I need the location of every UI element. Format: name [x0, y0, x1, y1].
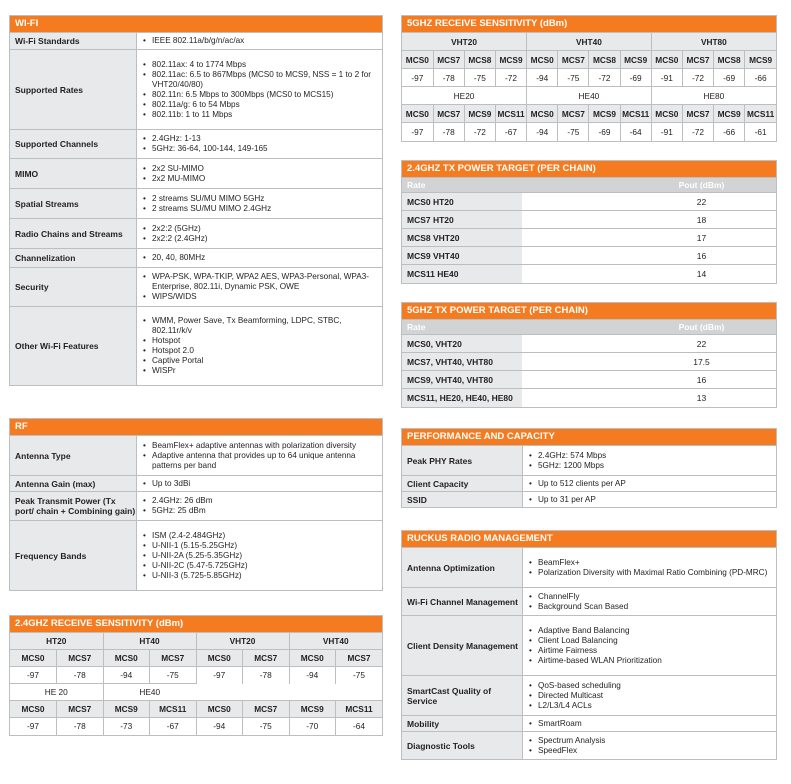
wifi-row-label: Security [10, 268, 137, 306]
wifi-row-list [141, 60, 378, 120]
rrm-row-item: • Client Load Balancing [527, 636, 772, 646]
perf-row-value [523, 476, 776, 491]
rrm-row-list [527, 592, 772, 612]
wifi-row-item: • Hotspot [141, 336, 378, 346]
wifi-row [10, 306, 382, 385]
rf-row [10, 435, 382, 475]
tx24-row [402, 265, 776, 283]
rx24-cell: -97 [196, 667, 243, 684]
rx24-cell: MCS0 [103, 650, 150, 667]
rrm-row-item: • Background Scan Based [527, 602, 772, 612]
rx24-cell: MCS0 [10, 650, 57, 667]
perf-row-label: SSID [402, 492, 523, 507]
perf-row [402, 491, 776, 507]
rx5-cell: MCS9 [464, 105, 495, 123]
rf-row-item: • Adaptive antenna that provides up to 64 unique antenna patterns per band [141, 451, 378, 471]
wifi-row-value [137, 189, 382, 218]
wifi-row-value [137, 33, 382, 49]
rx24-cell: -75 [243, 718, 290, 735]
rf-row-value [137, 436, 382, 475]
rx24-group-label: HT40 [103, 633, 196, 650]
rx5-cell: MCS0 [527, 51, 558, 69]
rrm-row-list [527, 681, 772, 711]
rx5-cell: MCS0 [651, 51, 682, 69]
rx5-group-label: VHT40 [527, 33, 652, 51]
rx24-group-label: HE40 [103, 684, 196, 701]
rrm-row [402, 547, 776, 587]
rx5-cell: MCS7 [433, 105, 464, 123]
rx5-cell: MCS7 [558, 51, 589, 69]
wifi-table [9, 15, 383, 386]
rx24-cell: MCS0 [10, 701, 57, 718]
rrm-row-list [527, 719, 772, 729]
tx24-col-pout: Pout (dBm) [522, 178, 776, 193]
rf-row-item: • ISM (2.4-2.484GHz) [141, 531, 378, 541]
rx24-cell: -94 [196, 718, 243, 735]
rx24-mcs1-row [10, 650, 382, 667]
rrm-row-list [527, 736, 772, 756]
rf-row-label: Antenna Gain (max) [10, 476, 137, 491]
rx24-cell: -94 [103, 667, 150, 684]
rx5-vals2-row [402, 123, 776, 141]
rrm-header: RUCKUS RADIO MANAGEMENT [402, 531, 776, 547]
wifi-row-value [137, 307, 382, 385]
rx5-table [401, 15, 777, 142]
perf-body [402, 445, 776, 507]
rx24-table [9, 615, 383, 736]
rx24-cell: MCS0 [196, 650, 243, 667]
wifi-row-item: • WPA-PSK, WPA-TKIP, WPA2 AES, WPA3-Personal, WPA3-Enterprise, 802.11i, Dynamic PSK, OWE [141, 272, 378, 292]
tx24-pout: 18 [522, 211, 776, 229]
wifi-row-label: MIMO [10, 159, 137, 188]
tx24-rate: MCS7 HT20 [402, 211, 522, 229]
rx24-header: 2.4GHZ RECEIVE SENSITIVITY (dBm) [10, 616, 382, 632]
rx24-cell: -70 [289, 718, 336, 735]
wifi-row-item: • 2 streams SU/MU MIMO 2.4GHz [141, 204, 378, 214]
wifi-row-item: • 2x2:2 (5GHz) [141, 224, 378, 234]
wifi-row-label: Channelization [10, 249, 137, 267]
rf-row-item: • U-NII-2A (5.25-5.35GHz) [141, 551, 378, 561]
rx5-vals1-row [402, 69, 776, 87]
rx5-cell: MCS7 [558, 105, 589, 123]
wifi-row [10, 49, 382, 129]
wifi-row-item: • 2.4GHz: 1-13 [141, 134, 378, 144]
wifi-row-value [137, 249, 382, 267]
rrm-row-item: • QoS-based scheduling [527, 681, 772, 691]
rx5-cell: -78 [433, 69, 464, 87]
rrm-row-value [523, 588, 776, 615]
rx5-cell: -97 [402, 123, 433, 141]
rx5-cell: MCS0 [402, 51, 433, 69]
rx5-cell: MCS7 [682, 105, 713, 123]
tx5-header: 5GHZ TX POWER TARGET (PER CHAIN) [402, 303, 776, 319]
wifi-row-item: • 802.11n: 6.5 Mbps to 300Mbps (MCS0 to MCS15) [141, 90, 378, 100]
perf-table [401, 428, 777, 508]
rx24-groups1-row [10, 633, 382, 650]
tx24-grid [402, 177, 776, 283]
wifi-row-item: • IEEE 802.11a/b/g/n/ac/ax [141, 36, 378, 46]
rx24-vals2-row [10, 718, 382, 735]
wifi-row-list [141, 36, 378, 46]
rf-row-label: Frequency Bands [10, 521, 137, 590]
tx5-pout: 16 [522, 371, 776, 389]
wifi-header: WI-FI [10, 16, 382, 32]
rx5-cell: MCS9 [495, 51, 526, 69]
rx24-cell: MCS9 [289, 701, 336, 718]
rx5-group-label: HE80 [651, 87, 776, 105]
tx24-pout: 14 [522, 265, 776, 283]
rx24-groups2-row [10, 684, 382, 701]
rx24-cell: MCS7 [336, 650, 383, 667]
wifi-row-label: Supported Channels [10, 130, 137, 158]
rrm-row-label: SmartCast Quality of Service [402, 676, 523, 715]
tx5-row [402, 389, 776, 407]
tx24-table [401, 160, 777, 284]
rf-row [10, 491, 382, 520]
perf-row-item: • 5GHz: 1200 Mbps [527, 461, 772, 471]
rx24-cell: MCS7 [57, 701, 104, 718]
rx5-cell: MCS11 [620, 105, 651, 123]
tx24-row [402, 229, 776, 247]
rf-row-value [137, 476, 382, 491]
tx24-col-rate: Rate [402, 178, 522, 193]
wifi-body [10, 32, 382, 385]
rx5-cell: -75 [464, 69, 495, 87]
rx5-cell: -66 [714, 123, 745, 141]
rx24-cell: -78 [57, 667, 104, 684]
perf-row-list [527, 479, 772, 489]
rf-row-item: • U-NII-3 (5.725-5.85GHz) [141, 571, 378, 581]
wifi-row-list [141, 134, 378, 154]
rx5-cell: -72 [682, 123, 713, 141]
rx5-cell: MCS8 [464, 51, 495, 69]
rf-header: RF [10, 419, 382, 435]
rx5-cell: -69 [714, 69, 745, 87]
tx5-col-rate: Rate [402, 320, 522, 335]
rx5-cell: -67 [495, 123, 526, 141]
perf-row-label: Peak PHY Rates [402, 446, 523, 475]
rx5-cell: MCS0 [651, 105, 682, 123]
rx5-cell: -72 [682, 69, 713, 87]
rx24-cell: MCS7 [57, 650, 104, 667]
wifi-row-item: • WIPS/WIDS [141, 292, 378, 302]
rx5-cell: -72 [464, 123, 495, 141]
perf-row [402, 475, 776, 491]
rx5-cell: -91 [651, 123, 682, 141]
rrm-row-value [523, 716, 776, 731]
tx24-pout: 16 [522, 247, 776, 265]
rx5-cell: -64 [620, 123, 651, 141]
rx5-cell: -97 [402, 69, 433, 87]
rx24-cell: -73 [103, 718, 150, 735]
wifi-row [10, 32, 382, 49]
wifi-row-item: • Hotspot 2.0 [141, 346, 378, 356]
wifi-row-list [141, 194, 378, 214]
tx24-row [402, 211, 776, 229]
tx5-rate: MCS9, VHT40, VHT80 [402, 371, 522, 389]
rrm-row-item: • Airtime Fairness [527, 646, 772, 656]
rrm-row-list [527, 626, 772, 666]
wifi-row [10, 129, 382, 158]
rf-row-item: • 5GHz: 25 dBm [141, 506, 378, 516]
rrm-row-item: • Adaptive Band Balancing [527, 626, 772, 636]
rrm-row-value [523, 548, 776, 587]
tx5-row [402, 335, 776, 353]
rx5-cell: MCS11 [495, 105, 526, 123]
rx5-cell: MCS8 [589, 51, 620, 69]
tx24-rate: MCS8 VHT20 [402, 229, 522, 247]
rx5-header: 5GHZ RECEIVE SENSITIVITY (dBm) [402, 16, 776, 32]
rrm-row [402, 587, 776, 615]
rx24-vals1-row [10, 667, 382, 684]
rrm-row-item: • BeamFlex+ [527, 558, 772, 568]
rrm-row-label: Antenna Optimization [402, 548, 523, 587]
tx24-row [402, 193, 776, 211]
rrm-row [402, 615, 776, 675]
rrm-row-item: • ChannelFly [527, 592, 772, 602]
tx24-rate: MCS9 VHT40 [402, 247, 522, 265]
rx24-cell: -97 [10, 718, 57, 735]
rx24-cell: -94 [289, 667, 336, 684]
wifi-row-item: • WMM, Power Save, Tx Beamforming, LDPC, STBC, 802.11r/k/v [141, 316, 378, 336]
tx24-pout: 17 [522, 229, 776, 247]
tx5-pout: 17.5 [522, 353, 776, 371]
rf-row-item: • BeamFlex+ adaptive antennas with polarization diversity [141, 441, 378, 451]
rx24-cell: -97 [10, 667, 57, 684]
perf-row [402, 445, 776, 475]
tx5-table [401, 302, 777, 408]
rrm-row-label: Mobility [402, 716, 523, 731]
rrm-row-item: • SmartRoam [527, 719, 772, 729]
rx5-cell: MCS7 [433, 51, 464, 69]
rf-row-item: • U-NII-1 (5.15-5.25GHz) [141, 541, 378, 551]
rx5-cell: MCS9 [714, 105, 745, 123]
rrm-body [402, 547, 776, 759]
tx24-pout: 22 [522, 193, 776, 211]
wifi-row-label: Wi-Fi Standards [10, 33, 137, 49]
rf-row [10, 520, 382, 590]
rf-table [9, 418, 383, 591]
tx24-rate: MCS11 HE40 [402, 265, 522, 283]
rx5-mcs2-row [402, 105, 776, 123]
rx5-mcs1-row [402, 51, 776, 69]
rx24-cell: -75 [150, 667, 197, 684]
rx5-cell: -69 [620, 69, 651, 87]
rx24-cell: MCS7 [150, 650, 197, 667]
rf-row-value [137, 521, 382, 590]
rx5-group-label: VHT80 [651, 33, 776, 51]
rx24-group-label: VHT40 [289, 633, 382, 650]
wifi-row-label: Spatial Streams [10, 189, 137, 218]
perf-row-label: Client Capacity [402, 476, 523, 491]
perf-row-item: • Up to 512 clients per AP [527, 479, 772, 489]
rx24-cell: MCS7 [243, 650, 290, 667]
rx24-cell: -64 [336, 718, 383, 735]
wifi-row-value [137, 268, 382, 306]
rx5-cell: -72 [589, 69, 620, 87]
tx5-row [402, 371, 776, 389]
rrm-row-value [523, 732, 776, 759]
rx24-cell: -67 [150, 718, 197, 735]
rx5-groups1-row [402, 33, 776, 51]
wifi-row-item: • 2x2:2 (2.4GHz) [141, 234, 378, 244]
rf-row-list [141, 496, 378, 516]
wifi-row-label: Supported Rates [10, 50, 137, 129]
wifi-row-value [137, 159, 382, 188]
rrm-row-value [523, 616, 776, 675]
tx24-rate: MCS0 HT20 [402, 193, 522, 211]
wifi-row-item: • 802.11a/g: 6 to 54 Mbps [141, 100, 378, 110]
wifi-row-item: • 802.11b: 1 to 11 Mbps [141, 110, 378, 120]
rx5-cell: MCS11 [745, 105, 776, 123]
rx5-cell: -75 [558, 123, 589, 141]
rx5-cell: MCS7 [682, 51, 713, 69]
wifi-row-value [137, 130, 382, 158]
wifi-row-list [141, 164, 378, 184]
perf-row-list [527, 451, 772, 471]
rrm-row [402, 731, 776, 759]
rrm-row-list [527, 558, 772, 578]
perf-row-list [527, 495, 772, 505]
wifi-row [10, 158, 382, 188]
wifi-row-list [141, 316, 378, 376]
rx5-groups2-row [402, 87, 776, 105]
wifi-row [10, 267, 382, 306]
rrm-row-item: • Airtime-based WLAN Prioritization [527, 656, 772, 666]
rx5-cell: -91 [651, 69, 682, 87]
wifi-row [10, 188, 382, 218]
rx5-cell: MCS9 [745, 51, 776, 69]
tx5-col-pout: Pout (dBm) [522, 320, 776, 335]
wifi-row-item: • 20, 40, 80MHz [141, 253, 378, 263]
rx24-cell: MCS0 [196, 701, 243, 718]
rrm-row-item: • Polarization Diversity with Maximal Ratio Combining (PD-MRC) [527, 568, 772, 578]
tx5-head-row [402, 320, 776, 335]
tx5-grid [402, 319, 776, 407]
rx5-cell: -94 [527, 123, 558, 141]
wifi-row-value [137, 50, 382, 129]
rx5-cell: -72 [495, 69, 526, 87]
rx5-cell: -61 [745, 123, 776, 141]
rrm-row-label: Wi-Fi Channel Management [402, 588, 523, 615]
rrm-row-value [523, 676, 776, 715]
rf-row-item: • 2.4GHz: 26 dBm [141, 496, 378, 506]
rrm-table [401, 530, 777, 760]
rf-row-item: • U-NII-2C (5.47-5.725GHz) [141, 561, 378, 571]
rx5-grid [402, 32, 776, 141]
wifi-row-list [141, 224, 378, 244]
rf-body [10, 435, 382, 590]
rx24-grid [10, 632, 382, 735]
rx24-cell: MCS11 [336, 701, 383, 718]
rx5-cell: -66 [745, 69, 776, 87]
rrm-row-item: • Spectrum Analysis [527, 736, 772, 746]
perf-row-value [523, 492, 776, 507]
rrm-row-item: • Directed Multicast [527, 691, 772, 701]
perf-row-value [523, 446, 776, 475]
wifi-row-item: • 2 streams SU/MU MIMO 5GHz [141, 194, 378, 204]
wifi-row-label: Other Wi-Fi Features [10, 307, 137, 385]
rx5-cell: MCS0 [527, 105, 558, 123]
wifi-row-list [141, 253, 378, 263]
wifi-row-item: • 802.11ac: 6.5 to 867Mbps (MCS0 to MCS9, NSS = 1 to 2 for VHT20/40/80) [141, 70, 378, 90]
rx5-group-label: HE20 [402, 87, 527, 105]
wifi-row [10, 218, 382, 248]
tx5-pout: 13 [522, 389, 776, 407]
rx24-mcs2-row [10, 701, 382, 718]
rx5-cell: -75 [558, 69, 589, 87]
rrm-row-label: Diagnostic Tools [402, 732, 523, 759]
rx24-cell: -75 [336, 667, 383, 684]
perf-header: PERFORMANCE AND CAPACITY [402, 429, 776, 445]
rx5-group-label: VHT20 [402, 33, 527, 51]
rx24-group-label: HE 20 [10, 684, 103, 701]
rx24-group-label: HT20 [10, 633, 103, 650]
tx24-row [402, 247, 776, 265]
wifi-row-list [141, 272, 378, 302]
rf-row [10, 475, 382, 491]
wifi-row-item: • Captive Portal [141, 356, 378, 366]
rx24-cell: MCS7 [243, 701, 290, 718]
perf-row-item: • 2.4GHz: 574 Mbps [527, 451, 772, 461]
wifi-row-label: Radio Chains and Streams [10, 219, 137, 248]
rx5-cell: -69 [589, 123, 620, 141]
rx5-cell: MCS9 [589, 105, 620, 123]
rx5-cell: MCS9 [620, 51, 651, 69]
tx5-rate: MCS11, HE20, HE40, HE80 [402, 389, 522, 407]
tx5-rate: MCS7, VHT40, VHT80 [402, 353, 522, 371]
wifi-row-value [137, 219, 382, 248]
tx5-row [402, 353, 776, 371]
rf-row-item: • Up to 3dBi [141, 479, 378, 489]
rf-row-list [141, 441, 378, 471]
tx24-head-row [402, 178, 776, 193]
rrm-row [402, 715, 776, 731]
wifi-row-item: • 802.11ax: 4 to 1774 Mbps [141, 60, 378, 70]
rf-row-list [141, 479, 378, 489]
rx5-cell: -94 [527, 69, 558, 87]
tx24-header: 2.4GHZ TX POWER TARGET (PER CHAIN) [402, 161, 776, 177]
rx24-cell: -78 [57, 718, 104, 735]
rx24-group-label: VHT20 [196, 633, 289, 650]
wifi-row-item: • 2x2 SU-MIMO [141, 164, 378, 174]
wifi-row [10, 248, 382, 267]
rrm-row [402, 675, 776, 715]
tx5-pout: 22 [522, 335, 776, 353]
rx5-cell: MCS0 [402, 105, 433, 123]
rx5-cell: -78 [433, 123, 464, 141]
rf-row-label: Antenna Type [10, 436, 137, 475]
wifi-row-item: • 5GHz: 36-64, 100-144, 149-165 [141, 144, 378, 154]
rrm-row-item: • L2/L3/L4 ACLs [527, 701, 772, 711]
rf-row-list [141, 531, 378, 581]
rx24-cell: -78 [243, 667, 290, 684]
perf-row-item: • Up to 31 per AP [527, 495, 772, 505]
rf-row-value [137, 492, 382, 520]
rx24-cell: MCS9 [103, 701, 150, 718]
rx5-cell: MCS8 [714, 51, 745, 69]
rrm-row-item: • SpeedFlex [527, 746, 772, 756]
wifi-row-item: • 2x2 MU-MIMO [141, 174, 378, 184]
rx5-group-label: HE40 [527, 87, 652, 105]
rrm-row-label: Client Density Management [402, 616, 523, 675]
wifi-row-item: • WISPr [141, 366, 378, 376]
rx24-cell: MCS0 [289, 650, 336, 667]
rx24-cell: MCS11 [150, 701, 197, 718]
rf-row-label: Peak Transmit Power (Tx port/ chain + Combining gain) [10, 492, 137, 520]
tx5-rate: MCS0, VHT20 [402, 335, 522, 353]
